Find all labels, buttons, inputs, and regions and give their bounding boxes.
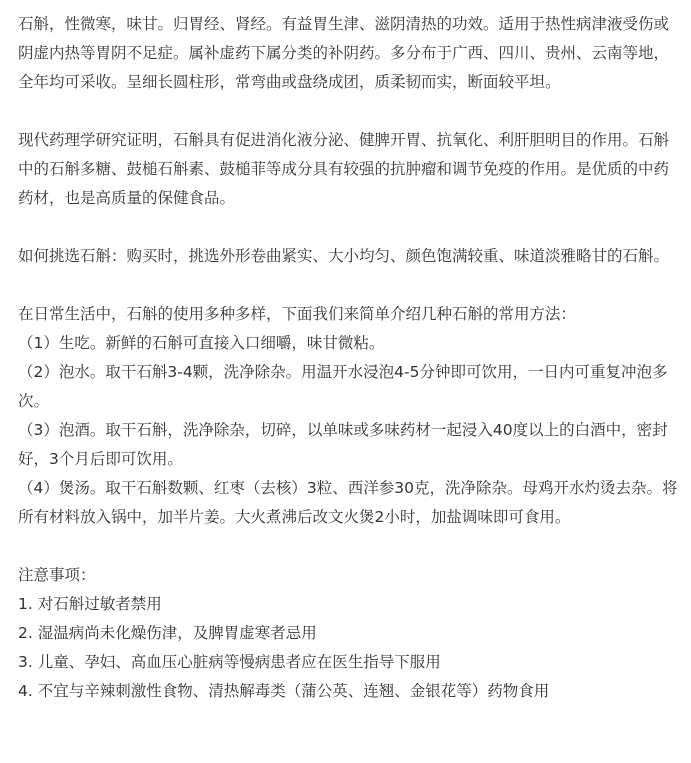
selection-paragraph: 如何挑选石斛：购买时，挑选外形卷曲紧实、大小均匀、颜色饱满较重、味道淡雅略甘的石斛。 bbox=[18, 247, 670, 265]
precaution-item: 1. 对石斛过敏者禁用 bbox=[18, 595, 162, 613]
paragraph-spacer bbox=[18, 97, 679, 126]
usage-item-tea: （2）泡水。取干石斛3-4颗，洗净除杂。用温开水浸泡4-5分钟即可饮用，一日内可重复冲泡多次。 bbox=[18, 363, 668, 410]
paragraph-spacer bbox=[18, 271, 679, 300]
precautions-title: 注意事项： bbox=[18, 566, 96, 584]
paragraph-spacer bbox=[18, 213, 679, 242]
usage-intro: 在日常生活中，石斛的使用多种多样，下面我们来简单介绍几种石斛的常用方法： bbox=[18, 305, 577, 323]
usage-item-wine: （3）泡酒。取干石斛，洗净除杂，切碎，以单味或多味药材一起浸入40度以上的白酒中，密封好，3个月后即可饮用。 bbox=[18, 421, 668, 468]
precaution-item: 3. 儿童、孕妇、高血压心脏病等慢病患者应在医生指导下服用 bbox=[18, 653, 441, 671]
intro-paragraph: 石斛，性微寒，味甘。归胃经、肾经。有益胃生津、滋阴清热的功效。适用于热性病津液受伤或阴虚内热等胃阴不足症。属补虚药下属分类的补阴药。多分布于广西、四川、贵州、云南等地，全年均可采收。呈细长圆柱形，常弯曲或盘绕成团，质柔韧而实，断面较平坦。 bbox=[18, 15, 670, 91]
paragraph-spacer bbox=[18, 532, 679, 561]
precaution-item: 2. 湿温病尚未化燥伤津，及脾胃虚寒者忌用 bbox=[18, 624, 317, 642]
usage-item-raw: （1）生吃。新鲜的石斛可直接入口细嚼，味甘微粘。 bbox=[18, 334, 385, 352]
precaution-item: 4. 不宜与辛辣刺激性食物、清热解毒类（蒲公英、连翘、金银花等）药物食用 bbox=[18, 682, 550, 700]
usage-item-soup: （4）煲汤。取干石斛数颗、红枣（去核）3粒、西洋参30克，洗净除杂。母鸡开水灼烫去杂。将所有材料放入锅中，加半片姜。大火煮沸后改文火煲2小时，加盐调味即可食用。 bbox=[18, 479, 678, 526]
research-paragraph: 现代药理学研究证明，石斛具有促进消化液分泌、健脾开胃、抗氧化、利肝胆明目的作用。石斛中的石斛多糖、鼓槌石斛素、鼓槌菲等成分具有较强的抗肿瘤和调节免疫的作用。是优质的中药药材，也是高质量的保健食品。 bbox=[18, 131, 670, 207]
